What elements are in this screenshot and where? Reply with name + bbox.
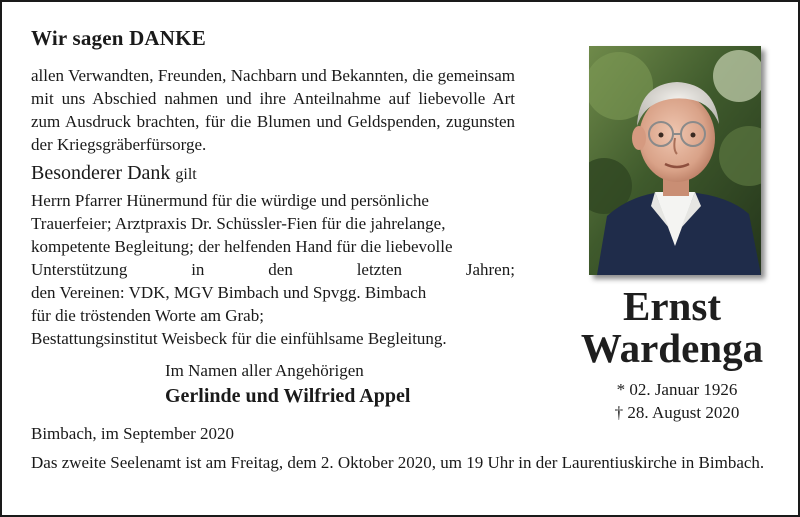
special-thanks-text [31,189,515,350]
justified-word: Jahren; [465,260,515,279]
deceased-first-name: Ernst [623,283,721,329]
special-thanks-line: Herrn Pfarrer Hünermund für die würdige und persönliche [31,191,429,210]
special-thanks-line: Bestattungsinstitut Weisbeck für die einfühlsame Begleitung. [31,329,447,348]
special-thanks-line: für die tröstenden Worte am Grab; [31,306,264,325]
justified-word: in [191,260,205,279]
special-thanks-heading [31,162,197,185]
special-thanks-line: Trauerfeier; Arztpraxis Dr. Schüssler-Fien für die jahrelange, [31,214,446,233]
deceased-name [562,285,782,369]
signature-names: Gerlinde und Wilfried Appel [165,385,411,407]
thanks-intro-text: allen Verwandten, Freunden, Nachbarn und Bekannten, die gemeinsam mit uns Abschied nahmen und ihre Anteilnahme auf liebevolle Art zum Ausdruck brachten, für die Blumen und Geldspenden, zugunsten der Kriegsgräberfürsorge. [31,66,515,154]
signature-intro: Im Namen aller Angehörigen [165,361,364,380]
portrait-photo [589,46,761,275]
life-dates [592,378,762,424]
special-thanks-line: kompetente Begleitung; der helfenden Hand für die liebevolle [31,237,453,256]
memorial-service-notice: Das zweite Seelenamt ist am Freitag, dem 2. Oktober 2020, um 19 Uhr in der Laurentiuskirche in Bimbach. [31,453,765,472]
special-thanks-line: den Vereinen: VDK, MGV Bimbach und Spvgg. Bimbach [31,283,427,302]
special-thanks-line [31,258,515,281]
justified-word: den [268,260,293,279]
death-date: † 28. August 2020 [614,403,740,422]
special-thanks-title: Besonderer Dank [31,162,171,184]
thanks-heading: Wir sagen DANKE [31,26,206,50]
justified-word: letzten [356,260,402,279]
deceased-last-name: Wardenga [580,325,764,371]
birth-date: * 02. Januar 1926 [616,380,738,399]
portrait-image [589,46,761,275]
justified-word: Unterstützung [31,260,128,279]
place-and-date: Bimbach, im September 2020 [31,424,235,443]
special-thanks-suffix: gilt [175,166,197,183]
